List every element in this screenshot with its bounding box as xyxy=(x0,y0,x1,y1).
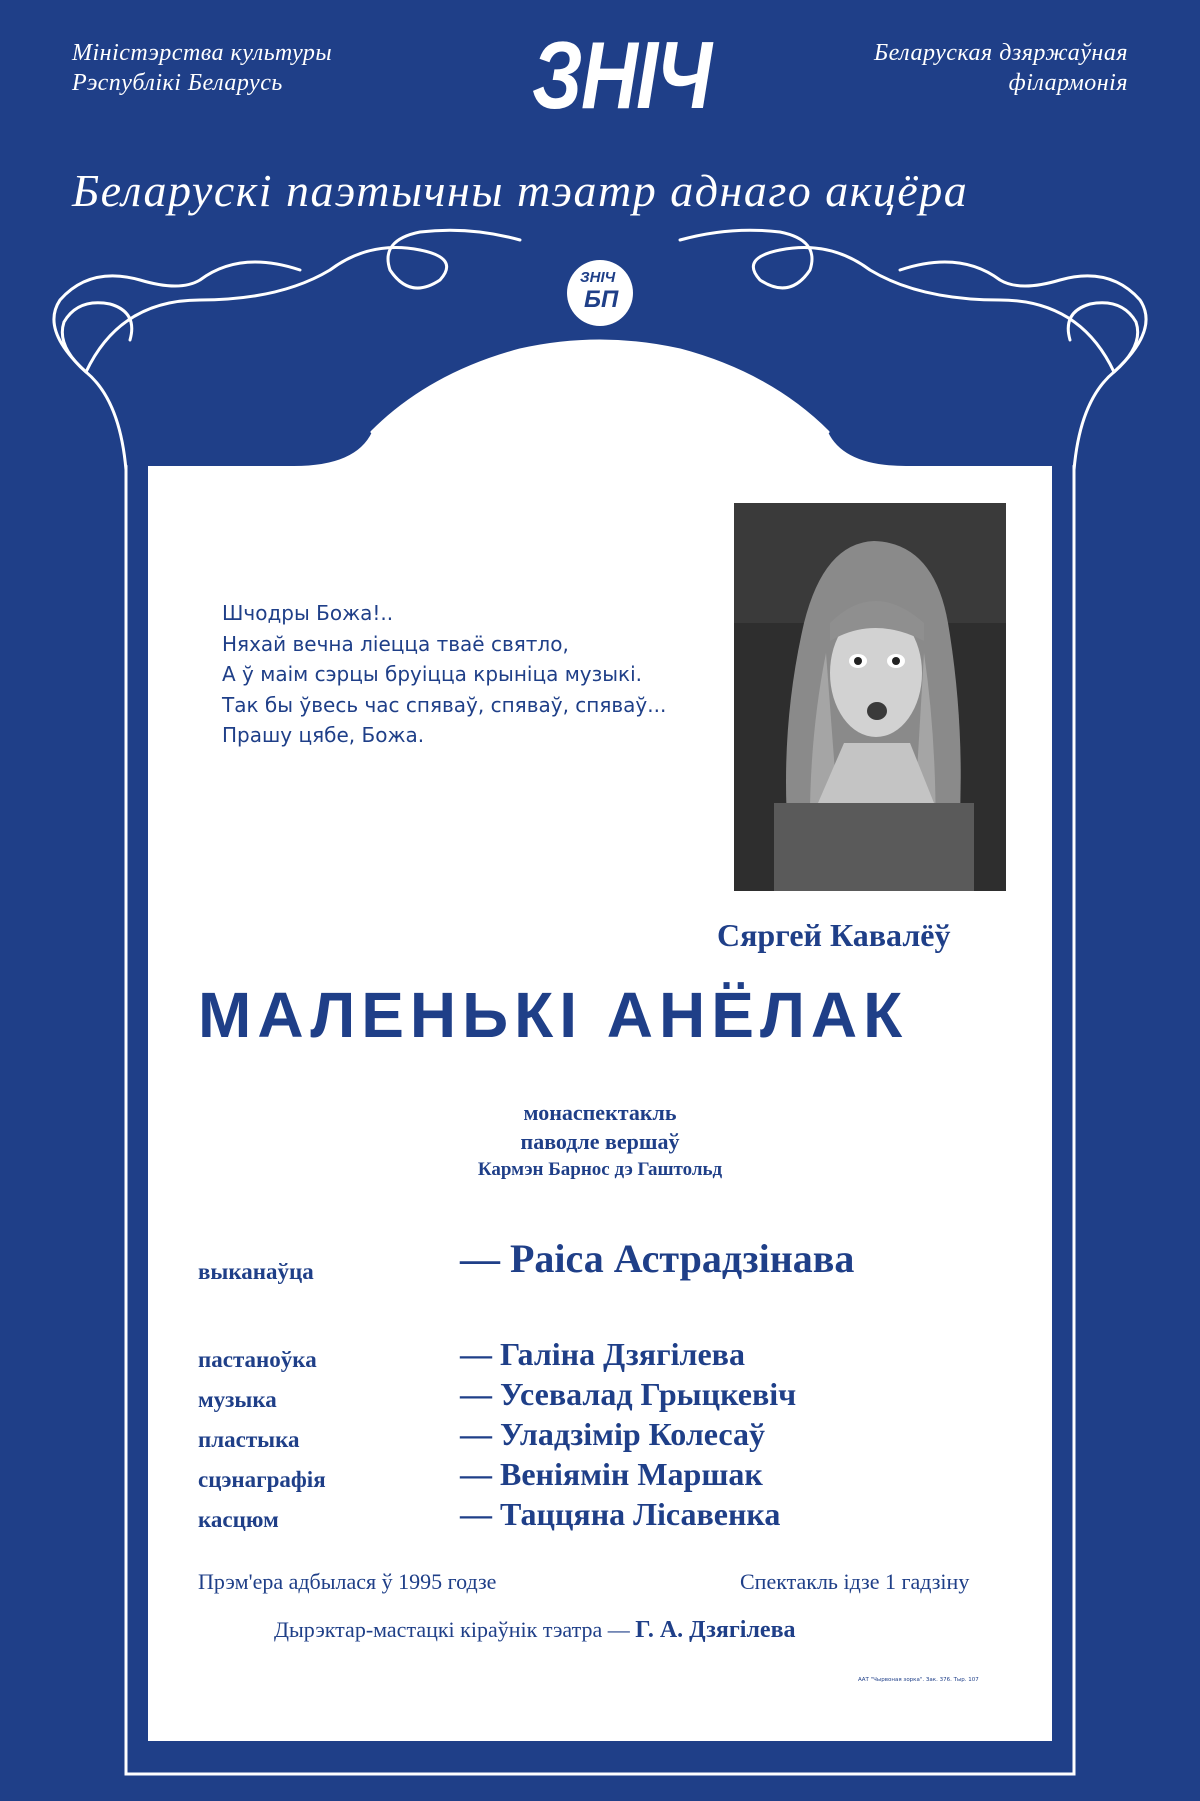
director-name: Г. А. Дзягілева xyxy=(635,1617,796,1643)
ministry-line-1: Міністэрства культуры xyxy=(72,40,333,66)
ministry-line-2: Рэспублікі Беларусь xyxy=(72,70,283,96)
theatre-logo: ЗНІЧ xyxy=(532,22,711,129)
poem xyxy=(222,598,666,751)
actress-photo xyxy=(734,503,1006,891)
badge-text-top: ЗНІЧ xyxy=(580,269,616,286)
credit-role: касцюм xyxy=(198,1507,279,1532)
badge-text-bottom: БП xyxy=(584,286,619,313)
printer-imprint: ААТ "Чырвоная зорка". Зак. 376. Тыр. 107 xyxy=(858,1677,979,1683)
poem-line-1: Шчодры Божа!.. xyxy=(222,601,394,625)
credit-name: — Уладзімір Колесаў xyxy=(460,1416,765,1452)
credit-role: музыка xyxy=(198,1387,277,1412)
author-name: Сяргей Кавалёў xyxy=(717,917,951,953)
right-whiplash xyxy=(1068,303,1137,470)
poem-line-5: Прашу цябе, Божа. xyxy=(222,723,425,747)
performance-title: МАЛЕНЬКІ АНЁЛАК xyxy=(198,979,909,1051)
left-outer-curl xyxy=(54,262,300,372)
genre-line-3: Кармэн Барнос дэ Гаштольд xyxy=(477,1159,723,1180)
credits-roles xyxy=(198,1340,326,1540)
theatre-name: Беларускі паэтычны тэатр аднаго акцёра xyxy=(72,165,969,216)
performer-role: выканаўца xyxy=(198,1259,314,1284)
genre-block xyxy=(380,1098,820,1183)
poem-line-3: А ў маім сэрцы бруіцца крыніца музыкі. xyxy=(222,662,643,686)
credit-role: сцэнаграфія xyxy=(198,1467,326,1492)
credit-role: пластыка xyxy=(198,1427,300,1452)
ministry-text xyxy=(72,38,332,98)
actress-portrait-image xyxy=(734,503,1006,891)
philharmonic-line-2: філармонія xyxy=(1008,70,1128,96)
director-label: Дырэктар-мастацкі кіраўнік тэатра — xyxy=(274,1617,630,1642)
poem-line-4: Так бы ўвесь час спяваў, спяваў, спяваў... xyxy=(222,692,667,717)
credit-name: — Галіна Дзягілева xyxy=(460,1336,745,1372)
genre-line-2: паводле вершаў xyxy=(520,1129,680,1154)
philharmonic-line-1: Беларуская дзяржаўная xyxy=(873,40,1128,66)
performer-name: — Раіса Астрадзінава xyxy=(460,1236,855,1281)
director-line xyxy=(274,1616,796,1644)
theatre-badge-logo xyxy=(567,260,633,326)
duration-note: Спектакль ідзе 1 гадзіну xyxy=(740,1569,970,1594)
credit-name: — Усевалад Грыцкевіч xyxy=(460,1376,797,1412)
right-arch-line xyxy=(780,248,1114,373)
right-outer-curl xyxy=(900,262,1146,372)
right-top-scroll xyxy=(680,230,812,288)
philharmonic-text xyxy=(828,38,1128,98)
left-whiplash xyxy=(62,303,131,470)
poem-line-2: Няхай вечна ліецца тваё святло, xyxy=(222,631,569,656)
left-top-scroll xyxy=(388,230,520,288)
left-arch-line xyxy=(86,248,420,373)
credit-name: — Веніямін Маршак xyxy=(460,1456,763,1492)
genre-line-1: монаспектакль xyxy=(523,1100,677,1125)
premiere-note: Прэм'ера адбылася ў 1995 годзе xyxy=(198,1569,497,1594)
credits-names xyxy=(460,1334,796,1534)
credit-name: — Таццяна Лісавенка xyxy=(460,1496,781,1532)
credit-role: пастаноўка xyxy=(198,1347,317,1372)
